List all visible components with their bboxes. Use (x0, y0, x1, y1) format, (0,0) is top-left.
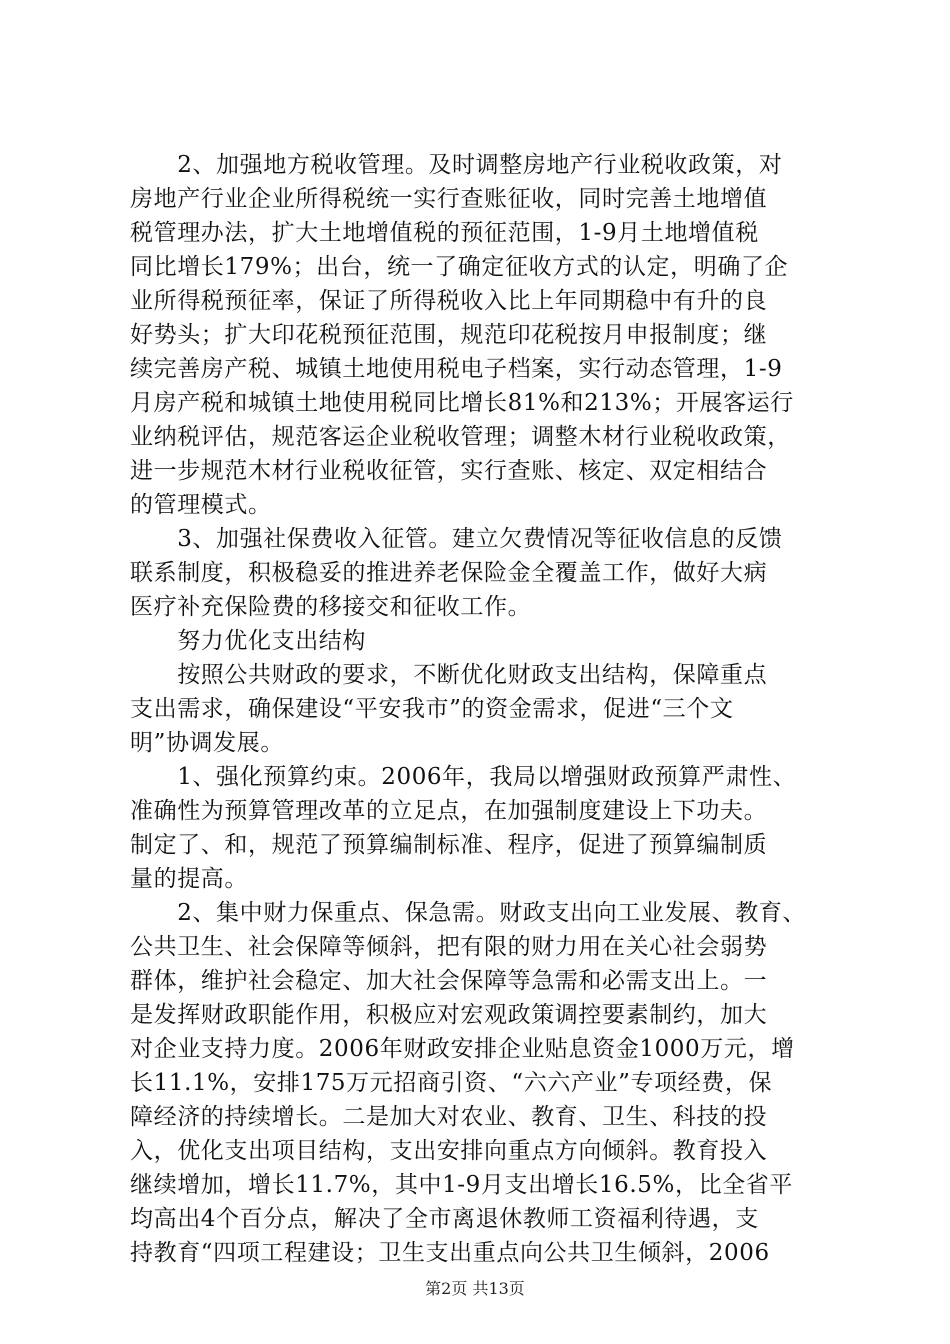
text-line: 继续增加，增长11.7%，其中1-9月支出增长16.5%，比全省平 (130, 1172, 793, 1198)
text-line: 续完善房产税、城镇土地使用税电子档案，实行动态管理，1-9 (130, 356, 783, 382)
text-line: 月房产税和城镇土地使用税同比增长81%和213%；开展客运行 (130, 390, 794, 416)
text-line: 进一步规范木材行业税收征管，实行查账、核定、双定相结合 (130, 458, 768, 484)
text-line: 按照公共财政的要求，不断优化财政支出结构，保障重点 (130, 662, 768, 688)
text-line: 税管理办法，扩大土地增值税的预征范围，1-9月土地增值税 (130, 220, 759, 246)
text-line: 长11.1%，安排175万元招商引资、“六六产业”专项经费，保 (130, 1070, 773, 1096)
text-line: 2、集中财力保重点、保急需。财政支出向工业发展、教育、 (130, 900, 807, 926)
text-line: 业纳税评估，规范客运企业税收管理；调整木材行业税收政策， (130, 424, 791, 450)
text-line: 医疗补充保险费的移接交和征收工作。 (130, 594, 532, 620)
text-line: 支出需求，确保建设“平安我市”的资金需求，促进“三个文 (130, 696, 734, 722)
text-line: 努力优化支出结构 (130, 628, 366, 654)
text-line: 1、强化预算约束。2006年，我局以增强财政预算严肃性、 (130, 764, 797, 790)
text-line: 入，优化支出项目结构，支出安排向重点方向倾斜。教育投入 (130, 1138, 768, 1164)
text-line: 同比增长179%；出台，统一了确定征收方式的认定，明确了企 (130, 254, 789, 280)
text-line: 的管理模式。 (130, 492, 272, 518)
text-line: 联系制度，积极稳妥的推进养老保险金全覆盖工作，做好大病 (130, 560, 768, 586)
text-line: 业所得税预征率，保证了所得税收入比上年同期稳中有升的良 (130, 288, 768, 314)
text-line: 准确性为预算管理改革的立足点，在加强制度建设上下功夫。 (130, 798, 768, 824)
text-line: 好势头；扩大印花税预征范围，规范印花税按月申报制度；继 (130, 322, 768, 348)
text-line: 量的提高。 (130, 866, 248, 892)
text-line: 均高出4个百分点，解决了全市离退休教师工资福利待遇，支 (130, 1206, 759, 1232)
text-line: 房地产行业企业所得税统一实行查账征收，同时完善土地增值 (130, 186, 768, 212)
text-line: 明”协调发展。 (130, 730, 284, 756)
document-body (130, 148, 830, 1270)
text-line: 对企业支持力度。2006年财政安排企业贴息资金1000万元，增 (130, 1036, 795, 1062)
text-line: 群体，维护社会稳定、加大社会保障等急需和必需支出上。一 (130, 968, 768, 994)
text-line: 2、加强地方税收管理。及时调整房地产行业税收政策，对 (130, 152, 783, 178)
page-number: 第2页 共13页 (425, 1279, 525, 1298)
text-line: 公共卫生、社会保障等倾斜，把有限的财力用在关心社会弱势 (130, 934, 768, 960)
text-line: 制定了、和，规范了预算编制标准、程序，促进了预算编制质 (130, 832, 768, 858)
text-line: 3、加强社保费收入征管。建立欠费情况等征收信息的反馈 (130, 526, 783, 552)
text-line: 持教育“四项工程建设；卫生支出重点向公共卫生倾斜，2006 (130, 1240, 770, 1266)
text-line: 障经济的持续增长。二是加大对农业、教育、卫生、科技的投 (130, 1104, 768, 1130)
text-line: 是发挥财政职能作用，积极应对宏观政策调控要素制约，加大 (130, 1002, 768, 1028)
